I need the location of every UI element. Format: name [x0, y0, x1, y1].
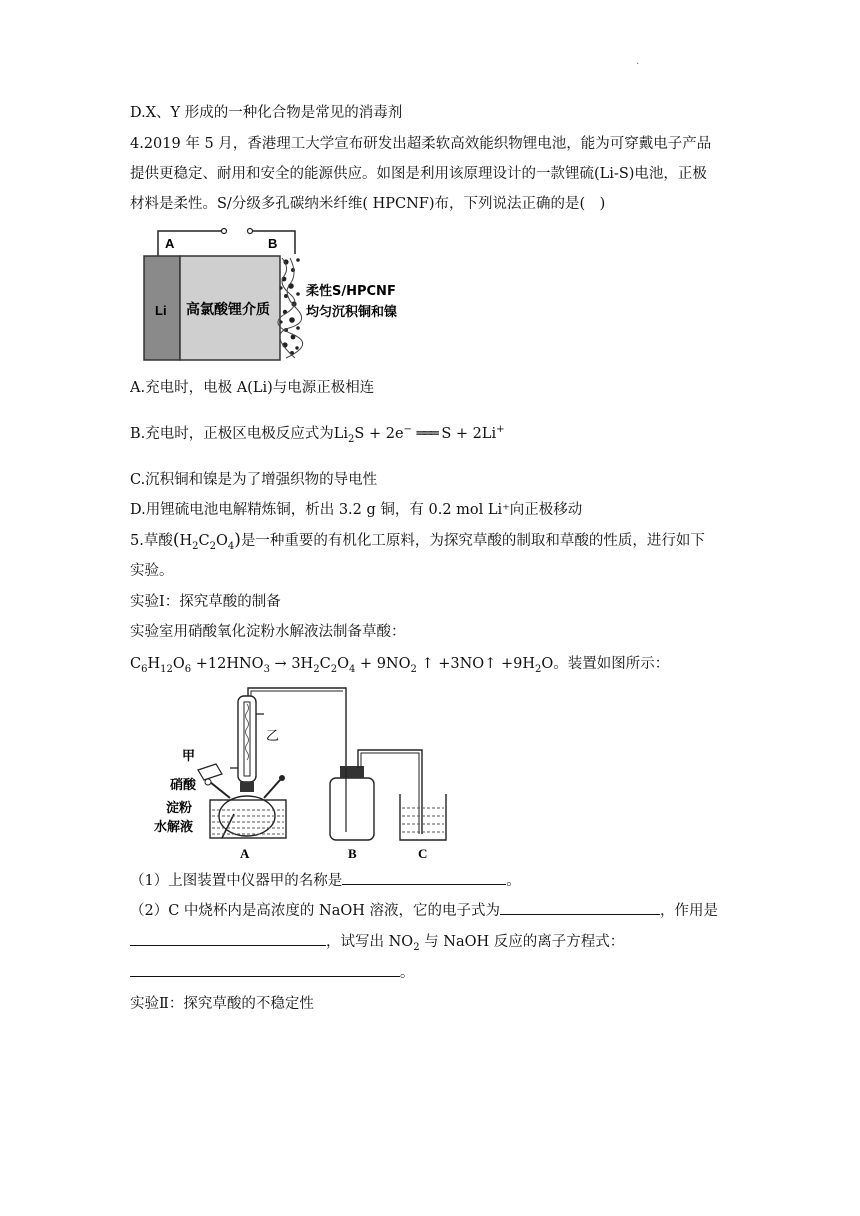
label-starch-1: 淀粉 [166, 801, 193, 816]
exp1-title: 实验Ⅰ：探究草酸的制备 [130, 594, 281, 610]
option-b [130, 424, 505, 444]
electrolyte-label: 高氯酸锂介质 [186, 302, 270, 318]
terminal-b: B [268, 236, 278, 251]
label-yi: 乙 [266, 729, 280, 744]
apparatus-figure [150, 682, 460, 862]
sub2-line2-text: ，试写出 NO [326, 934, 414, 950]
q5-prefix: 5.草酸 [130, 533, 173, 549]
label-c: C [418, 846, 428, 861]
q4-line3: 材料是柔性。S/分级多孔碳纳米纤维( HPCNF)布，下列说法正确的是( ) [130, 196, 606, 212]
answer-blank-4[interactable] [130, 962, 400, 977]
sub2-line3-end: 。 [400, 965, 415, 981]
label-jia: 甲 [182, 749, 196, 764]
q5-suffix: 是一种重要的有机化工原料，为探究草酸的制取和草酸的性质，进行如下 [240, 533, 705, 549]
exp1-desc: 实验室用硝酸氧化淀粉水解液法制备草酸： [130, 624, 406, 640]
cathode-label-2: 均匀沉积铜和镍 [306, 305, 398, 320]
option-b-formula: $Li_2S + 2e^-$ ═══ S + 2Li+ [333, 424, 505, 445]
label-nitric: 硝酸 [170, 778, 197, 793]
sub-question-2-line1 [130, 900, 718, 921]
label-starch-2: 水解液 [154, 820, 194, 835]
sub1-end: 。 [506, 873, 521, 889]
oxalic-formula: ( [172, 530, 180, 550]
sub2-mid: ，作用是 [660, 903, 719, 919]
page-dot: . [636, 56, 640, 67]
q4-line2: 提供更稳定、耐用和安全的能源供应。如图是利用该原理设计的一款锂硫(Li-S)电池，正极 [130, 166, 707, 182]
q5-line1: 5.草酸$(H_2C_2O_4)$是一种重要的有机化工原料，为探究草酸的制取和草酸的性质，进行如下 [130, 530, 705, 552]
option-c: C.沉积铜和镍是为了增强织物的导电性 [130, 472, 378, 488]
cathode-label-1: 柔性S/HPCNF [306, 284, 396, 299]
option-d-prev: D.X、Y 形成的一种化合物是常见的消毒剂 [130, 105, 403, 121]
li-label: Li [155, 303, 167, 318]
option-a: A.充电时，电极 A(Li)与电源正极相连 [130, 380, 375, 396]
sub2-text: （2）C 中烧杯内是高浓度的 NaOH 溶液，它的电子式为 [130, 903, 501, 919]
answer-blank-2[interactable] [500, 900, 660, 915]
sub-question-2-line2: ，试写出 $NO_2$ 与 NaOH 反应的离子方程式： [130, 931, 624, 952]
sub-question-1 [130, 870, 521, 891]
sub1-text: （1）上图装置中仪器甲的名称是 [130, 873, 343, 889]
sub-question-2-line3 [130, 962, 415, 983]
equation-formula: $C_6H_{12}O_6 +12HNO_3 \to 3H_2C_2O_4 + 9NO_2$ ↑ +3NO↑ $+9H_2O$ [130, 656, 554, 675]
option-d: D.用锂硫电池电解精炼铜，析出 3.2 g 铜，有 0.2 mol Li⁺向正极移动 [130, 502, 583, 518]
cathode-fibers [279, 258, 299, 355]
label-a: A [240, 846, 250, 861]
label-b: B [348, 846, 357, 861]
answer-blank-3[interactable] [130, 931, 326, 946]
battery-figure [140, 224, 450, 364]
terminal-a: A [165, 236, 175, 251]
q4-line1: 4.2019 年 5 月，香港理工大学宣布研发出超柔软高效能织物锂电池，能为可穿戴电子产品 [130, 136, 712, 152]
option-b-text: B.充电时，正极区电极反应式为 [130, 426, 334, 442]
answer-blank-1[interactable] [342, 870, 506, 885]
reaction-equation [130, 654, 669, 674]
q5-line2: 实验。 [130, 563, 174, 579]
equation-tail: 。装置如图所示： [553, 656, 670, 672]
sub2-line2-tail: 与 NaOH 反应的离子方程式： [419, 934, 625, 950]
exp2-title: 实验Ⅱ：探究草酸的不稳定性 [130, 996, 314, 1012]
